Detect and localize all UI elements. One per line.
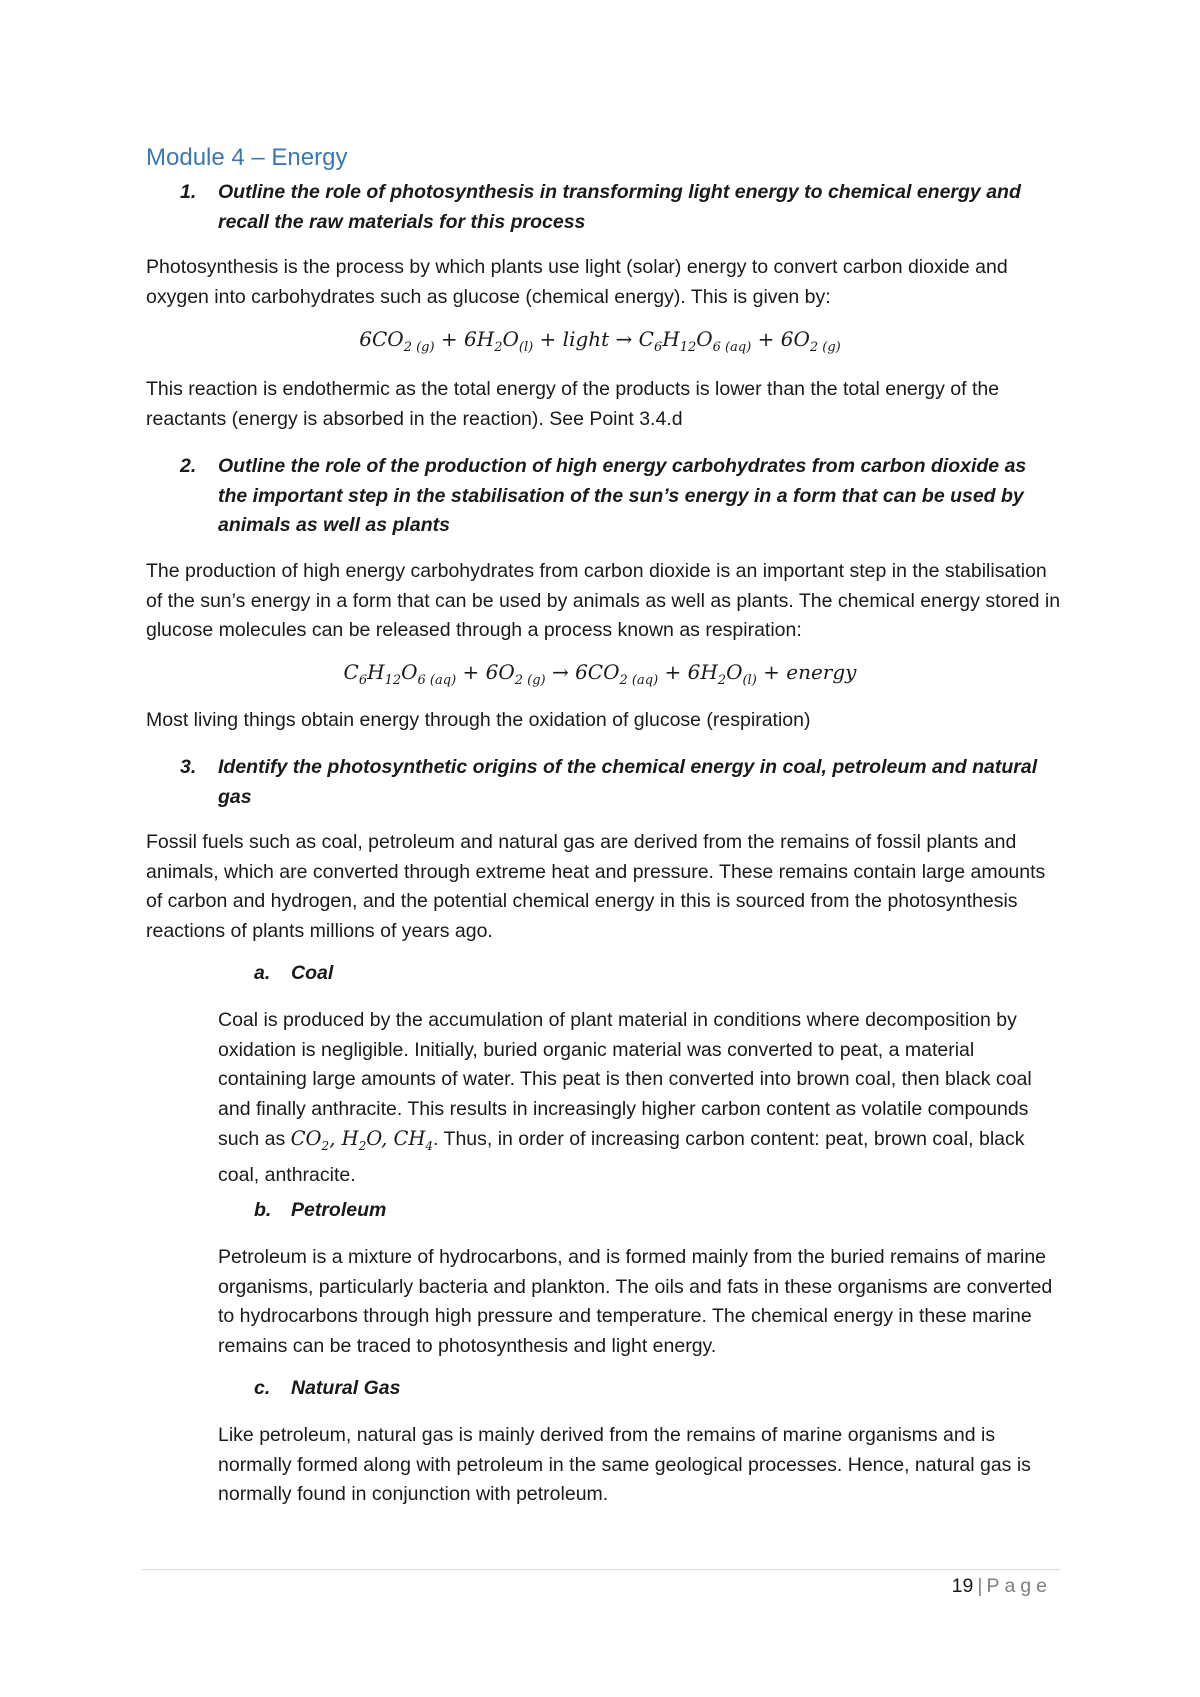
module-title: Module 4 – Energy [146,144,348,171]
question-3 [180,753,1060,812]
question-2 [180,452,1060,541]
page-number: 19 [951,1575,974,1597]
paragraph-fossil-fuels: Fossil fuels such as coal, petroleum and natural gas are derived from the remains of fossil plants and animals, which are converted through extreme heat and pressure. These remains contain large amounts of carbon and hydrogen, and the potential chemical energy in this is sourced from the photosynthesis reactions of plants millions of years ago. [146,831,1046,942]
paragraph-natural-gas: Like petroleum, natural gas is mainly derived from the remains of marine organisms and is normally formed along with petroleum in the same geological processes. Hence, natural gas is normally found in conjunction with petroleum. [218,1424,1031,1505]
paragraph-respiration: Most living things obtain energy through the oxidation of glucose (respiration) [146,709,811,731]
formula-volatiles: $CO_2$, $H_2O$, $CH_4$ [290,1127,434,1153]
question-2-number: 2. [180,455,197,477]
paragraph-endothermic: This reaction is endothermic as the total energy of the products is lower than the total energy of the reactants (energy is absorbed in the reaction). See Point 3.4.d [146,378,1000,430]
page-footer [952,1575,1052,1598]
footer-separator: | [977,1575,983,1597]
paragraph-carbohydrates: The production of high energy carbohydrates from carbon dioxide is an important step in the stabilisation of the sun’s energy in a form that can be used by animals as well as plants. The chemical energy stored in glucose molecules can be released through a process known as respiration: [146,560,1061,641]
question-2-text: Outline the role of the production of high energy carbohydrates from carbon dioxide as the important step in the stabilisation of the sun’s energy in a form that can be used by animals as well as plants [218,455,1027,536]
footer-divider [142,1569,1060,1570]
question-3-text: Identify the photosynthetic origins of the chemical energy in coal, petroleum and natural gas [218,756,1038,808]
equation-respiration: $C_6H_{12}O_{6 (aq)} + 6O_{2 (g)} \to 6CO_{2 (aq)} + 6H_2O_{(l)}$ + energy [343,660,857,688]
question-1-text: Outline the role of photosynthesis in transforming light energy to chemical energy and recall the raw materials for this process [218,181,1021,233]
question-1 [180,178,1060,237]
question-1-number: 1. [180,181,197,203]
page-label: Page [986,1575,1052,1597]
paragraph-photosynthesis: Photosynthesis is the process by which plants use light (solar) energy to convert carbon dioxide and oxygen into carbohydrates such as glucose (chemical energy). This is given by: [146,256,1008,308]
paragraph-coal: Coal is produced by the accumulation of plant material in conditions where decomposition by oxidation is negligible. Initially, buried organic material was converted to peat, a material containing large amounts of water. This peat is then converted into brown coal, then black coal and finally anthracite. This results in increasingly higher carbon content as volatile compounds such as $CO_2$, $H_2O$, $CH_4$. Thus, in order of increasing carbon content: peat, brown coal, black coal, anthracite. [218,1009,1032,1187]
equation-photosynthesis: $6CO_{2 (g)} + 6H_2O_{(l)}$ + light → $C_6H_{12}O_{6 (aq)} + 6O_{2 (g)}$ [359,327,841,355]
question-3-number: 3. [180,756,197,778]
paragraph-petroleum: Petroleum is a mixture of hydrocarbons, and is formed mainly from the buried remains of marine organisms, particularly bacteria and plankton. The oils and fats in these organisms are converted to hydrocarbons through high pressure and temperature. The chemical energy in these marine remains can be traced to photosynthesis and light energy. [218,1246,1053,1357]
document-page: Module 4 – Energy 1. Outline the role of photosynthesis in transforming light energy to chemical energy and recall the raw materials for this process Photosynthesis is the process by which plants use light (solar) energy to convert carbon dioxide and oxygen into carbohydrates such as glucose (chemical energy). This is given by: $6CO_{2 (g)} + 6H_2O_{(l)}$ + light → $C_6H_{12}O_{6 (aq)} + 6O_{2 (g)}$ This reaction is endothermic as the total energy of the products is lower than the total energy of the reactants (energy is absorbed in the reaction). See Point 3.4.d 2. Outline the role of the production of high energy carbohydrates from carbon dioxide as the important step in the stabilisation of the sun’s energy in a form that can be used by animals as well as plants The production of high energy carbohydrates from carbon dioxide is an important step in the stabilisation of the sun’s energy in a form that can be used by animals as well as plants. The chemical energy stored in glucose molecules can be released through a process known as respiration: $C_6H_{12}O_{6 (aq)} + 6O_{2 (g)} \to 6CO_{2 (aq)} + 6H_2O_{(l)}$ + energy Most living things obtain energy through the oxidation of glucose (respiration) 3. Identify the photosynthetic origins of the chemical energy in coal, petroleum and natural gas Fossil fuels such as coal, petroleum and natural gas are derived from the remains of fossil plants and animals, which are converted through extreme heat and pressure. These remains contain large amounts of carbon and hydrogen, and the potential chemical energy in this is sourced from the photosynthesis reactions of plants millions of years ago. a. Coal Coal is produced by the accumulation of plant material in conditions where decomposition by oxidation is negligible. Initially, buried organic material was converted to peat, a material containing large amounts of water. This peat is then converted into brown coal, then black coal and finally anthracite. This results in increasingly higher carbon content as volatile compounds such as $CO_2$, $H_2O$, $CH_4$. Thus, in order of increasing carbon content: peat, brown coal, black coal, anthracite. b. Petroleum Petroleum is a mixture of hydrocarbons, and is formed mainly from the buried remains of marine organisms, particularly bacteria and plankton. The oils and fats in these organisms are converted to hydrocarbons through high pressure and temperature. The chemical energy in these marine remains can be traced to photosynthesis and light energy. c. Natural Gas Like petroleum, natural gas is mainly derived from the remains of marine organisms and is normally formed along with petroleum in the same geological processes. Hence, natural gas is normally found in conjunction with petroleum. 19 | Page [0,0,1200,1697]
